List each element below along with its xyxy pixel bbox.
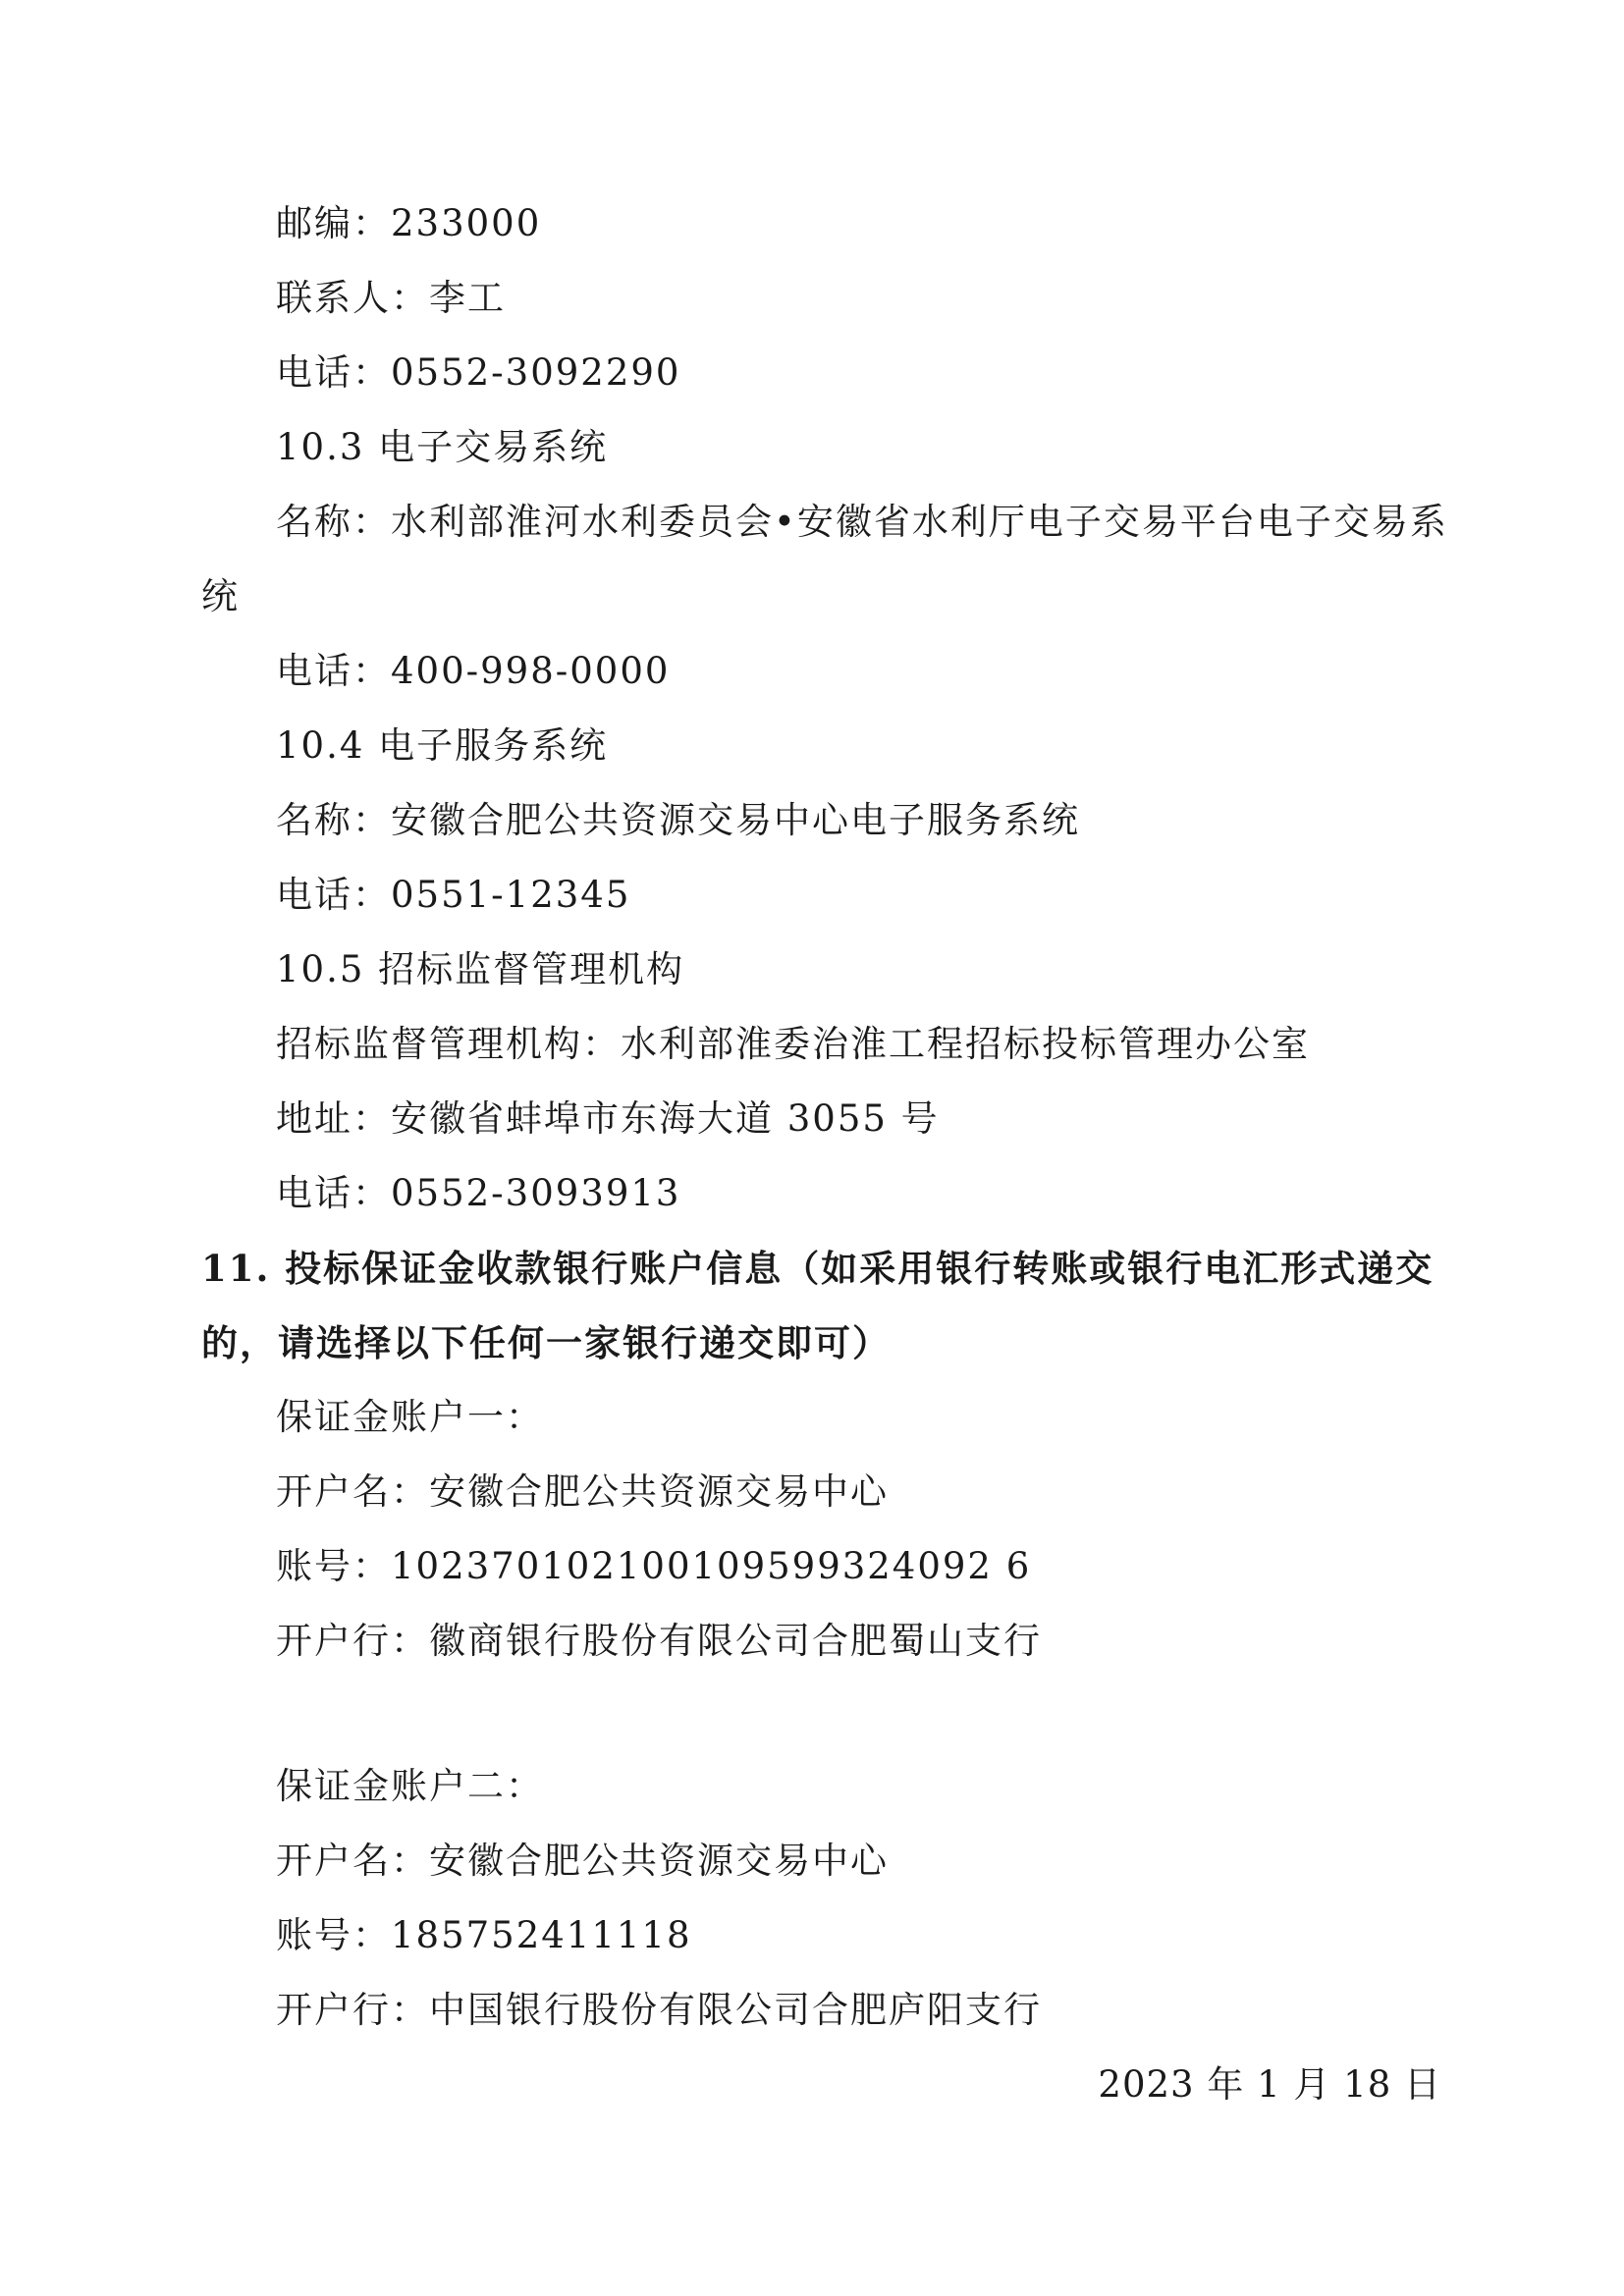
- account-2-number: 账号：185752411118: [276, 1914, 692, 1956]
- section-10-5-phone: 电话：0552-3093913: [276, 1172, 681, 1214]
- section-10-3-name-line1: 名称：水利部淮河水利委员会•安徽省水利厅电子交易平台电子交易系: [276, 501, 1448, 543]
- section-10-4-heading: 10.4 电子服务系统: [276, 724, 609, 767]
- section-10-5-agency: 招标监督管理机构：水利部淮委治淮工程招标投标管理办公室: [276, 1023, 1310, 1065]
- account-2-bank: 开户行：中国银行股份有限公司合肥庐阳支行: [276, 1989, 1042, 2031]
- section-11-heading-line1: 11. 投标保证金收款银行账户信息（如采用银行转账或银行电汇形式递交: [201, 1247, 1435, 1290]
- section-10-3-heading: 10.3 电子交易系统: [276, 426, 609, 468]
- section-10-5-address: 地址：安徽省蚌埠市东海大道 3055 号: [276, 1097, 940, 1140]
- account-1-title: 保证金账户一：: [276, 1396, 544, 1438]
- section-10-5-heading: 10.5 招标监督管理机构: [276, 948, 685, 990]
- contact-person-line: 联系人：李工: [276, 277, 506, 319]
- section-11-heading-line2: 的，请选择以下任何一家银行递交即可）: [201, 1321, 891, 1364]
- contact-phone-line: 电话：0552-3092290: [276, 351, 681, 394]
- postcode-line: 邮编：233000: [276, 202, 542, 244]
- account-1-number: 账号：102370102100109599324092 6: [276, 1545, 1032, 1587]
- section-10-3-name-line2: 统: [201, 575, 240, 617]
- account-1-bank: 开户行：徽商银行股份有限公司合肥蜀山支行: [276, 1620, 1042, 1662]
- document-date: 2023 年 1 月 18 日: [1098, 2063, 1441, 2106]
- account-2-holder: 开户名：安徽合肥公共资源交易中心: [276, 1840, 889, 1882]
- section-10-3-phone: 电话：400-998-0000: [276, 650, 671, 692]
- account-1-holder: 开户名：安徽合肥公共资源交易中心: [276, 1470, 889, 1513]
- section-10-4-phone: 电话：0551-12345: [276, 874, 631, 916]
- section-10-4-name: 名称：安徽合肥公共资源交易中心电子服务系统: [276, 799, 1080, 841]
- account-2-title: 保证金账户二：: [276, 1765, 544, 1807]
